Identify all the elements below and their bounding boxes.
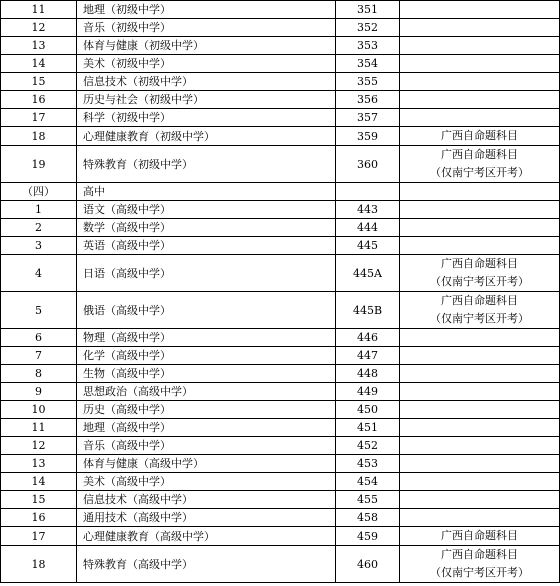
remark-cell — [400, 127, 560, 146]
table-row — [1, 347, 560, 365]
row-number-cell: 2 — [1, 219, 77, 237]
remark-line: 广西自命题科目 — [441, 257, 518, 270]
subject-code-cell: 351 — [336, 1, 400, 19]
row-number-cell: 19 — [1, 146, 77, 183]
row-number-cell: 17 — [1, 527, 77, 546]
remark-cell — [400, 73, 560, 91]
subject-name-cell: 心理健康教育（高级中学） — [77, 527, 336, 546]
subject-name-cell: 特殊教育（高级中学） — [77, 546, 336, 583]
subject-code-cell: 355 — [336, 73, 400, 91]
table-row — [1, 491, 560, 509]
subject-code-cell: 446 — [336, 329, 400, 347]
remark-cell — [400, 255, 560, 292]
subject-name-cell: 俄语（高级中学） — [77, 292, 336, 329]
subject-code-cell: 452 — [336, 437, 400, 455]
subject-name-cell: 信息技术（高级中学） — [77, 491, 336, 509]
subject-name-cell: 数学（高级中学） — [77, 219, 336, 237]
row-number-cell: 15 — [1, 491, 77, 509]
subject-code-cell: 359 — [336, 127, 400, 146]
subject-name-cell: 历史（高级中学） — [77, 401, 336, 419]
remark-line: 广西自命题科目 — [441, 294, 518, 307]
table-row — [1, 1, 560, 19]
row-number-cell: 13 — [1, 455, 77, 473]
table-row — [1, 183, 560, 201]
table-row — [1, 546, 560, 583]
subject-name-cell: 体育与健康（高级中学） — [77, 455, 336, 473]
row-number-cell: 16 — [1, 509, 77, 527]
remark-cell — [400, 401, 560, 419]
subject-code-cell: 455 — [336, 491, 400, 509]
table-row — [1, 146, 560, 183]
subject-name-cell: 地理（高级中学） — [77, 419, 336, 437]
table-row — [1, 201, 560, 219]
row-number-cell: 7 — [1, 347, 77, 365]
subject-code-cell: 448 — [336, 365, 400, 383]
table-row — [1, 329, 560, 347]
subject-code-cell: 445A — [336, 255, 400, 292]
subject-name-cell: 英语（高级中学） — [77, 237, 336, 255]
subject-name-cell: 音乐（初级中学） — [77, 19, 336, 37]
remark-cell — [400, 383, 560, 401]
table-row — [1, 473, 560, 491]
subject-code-cell: 354 — [336, 55, 400, 73]
subject-code-cell: 352 — [336, 19, 400, 37]
remark-cell — [400, 91, 560, 109]
table-row — [1, 237, 560, 255]
subject-table-body — [1, 1, 560, 583]
subject-code-cell — [336, 183, 400, 201]
subject-name-cell: 体育与健康（初级中学） — [77, 37, 336, 55]
remark-cell — [400, 473, 560, 491]
remark-cell — [400, 509, 560, 527]
table-row — [1, 109, 560, 127]
subject-name-cell: 音乐（高级中学） — [77, 437, 336, 455]
table-row — [1, 73, 560, 91]
row-number-cell: 10 — [1, 401, 77, 419]
subject-code-cell: 353 — [336, 37, 400, 55]
subject-code-cell: 458 — [336, 509, 400, 527]
table-row — [1, 219, 560, 237]
row-number-cell: 18 — [1, 127, 77, 146]
remark-line: （仅南宁考区开考） — [430, 275, 529, 288]
row-number-cell: 11 — [1, 419, 77, 437]
subject-code-cell: 357 — [336, 109, 400, 127]
subject-name-cell: 美术（高级中学） — [77, 473, 336, 491]
row-number-cell: 17 — [1, 109, 77, 127]
table-row — [1, 55, 560, 73]
subject-name-cell: 语文（高级中学） — [77, 201, 336, 219]
remark-cell — [400, 347, 560, 365]
table-row — [1, 383, 560, 401]
row-number-cell: 18 — [1, 546, 77, 583]
remark-cell — [400, 19, 560, 37]
subject-code-cell: 454 — [336, 473, 400, 491]
remark-cell — [400, 491, 560, 509]
subject-name-cell: 高中 — [77, 183, 336, 201]
table-row — [1, 401, 560, 419]
remark-line: （仅南宁考区开考） — [430, 312, 529, 325]
subject-code-cell: 360 — [336, 146, 400, 183]
row-number-cell: 12 — [1, 19, 77, 37]
subject-name-cell: 物理（高级中学） — [77, 329, 336, 347]
row-number-cell: 5 — [1, 292, 77, 329]
row-number-cell: 6 — [1, 329, 77, 347]
subject-code-cell: 356 — [336, 91, 400, 109]
row-number-cell: 4 — [1, 255, 77, 292]
table-row — [1, 127, 560, 146]
subject-name-cell: 地理（初级中学） — [77, 1, 336, 19]
row-number-cell: （四） — [1, 183, 77, 201]
subject-code-cell: 450 — [336, 401, 400, 419]
subject-name-cell: 通用技术（高级中学） — [77, 509, 336, 527]
remark-cell — [400, 1, 560, 19]
row-number-cell: 9 — [1, 383, 77, 401]
remark-line: 广西自命题科目 — [441, 129, 518, 142]
remark-cell — [400, 37, 560, 55]
table-row — [1, 255, 560, 292]
remark-cell — [400, 455, 560, 473]
remark-cell — [400, 329, 560, 347]
row-number-cell: 11 — [1, 1, 77, 19]
subject-name-cell: 心理健康教育（初级中学） — [77, 127, 336, 146]
subject-code-cell: 444 — [336, 219, 400, 237]
table-row — [1, 419, 560, 437]
subject-code-cell: 460 — [336, 546, 400, 583]
subject-code-cell: 447 — [336, 347, 400, 365]
subject-name-cell: 生物（高级中学） — [77, 365, 336, 383]
remark-cell — [400, 527, 560, 546]
table-row — [1, 509, 560, 527]
row-number-cell: 8 — [1, 365, 77, 383]
subject-code-cell: 445B — [336, 292, 400, 329]
remark-cell — [400, 419, 560, 437]
remark-cell — [400, 437, 560, 455]
row-number-cell: 12 — [1, 437, 77, 455]
row-number-cell: 14 — [1, 473, 77, 491]
remark-line: 广西自命题科目 — [441, 529, 518, 542]
table-row — [1, 527, 560, 546]
remark-cell — [400, 365, 560, 383]
remark-cell — [400, 146, 560, 183]
table-row — [1, 292, 560, 329]
table-row — [1, 19, 560, 37]
remark-line: 广西自命题科目 — [441, 148, 518, 161]
subject-name-cell: 特殊教育（初级中学） — [77, 146, 336, 183]
remark-cell — [400, 292, 560, 329]
remark-cell — [400, 219, 560, 237]
table-row — [1, 37, 560, 55]
row-number-cell: 13 — [1, 37, 77, 55]
remark-line: （仅南宁考区开考） — [430, 566, 529, 579]
remark-cell — [400, 183, 560, 201]
table-row — [1, 455, 560, 473]
subject-name-cell: 化学（高级中学） — [77, 347, 336, 365]
subject-name-cell: 信息技术（初级中学） — [77, 73, 336, 91]
table-row — [1, 365, 560, 383]
remark-cell — [400, 55, 560, 73]
remark-cell — [400, 546, 560, 583]
subject-name-cell: 美术（初级中学） — [77, 55, 336, 73]
subject-name-cell: 日语（高级中学） — [77, 255, 336, 292]
subject-code-cell: 453 — [336, 455, 400, 473]
subject-code-cell: 445 — [336, 237, 400, 255]
table-row — [1, 437, 560, 455]
subject-name-cell: 历史与社会（初级中学） — [77, 91, 336, 109]
remark-cell — [400, 109, 560, 127]
subject-name-cell: 科学（初级中学） — [77, 109, 336, 127]
subject-code-cell: 459 — [336, 527, 400, 546]
row-number-cell: 14 — [1, 55, 77, 73]
remark-cell — [400, 237, 560, 255]
subject-code-cell: 449 — [336, 383, 400, 401]
subject-code-cell: 451 — [336, 419, 400, 437]
remark-cell — [400, 201, 560, 219]
row-number-cell: 3 — [1, 237, 77, 255]
subject-code-cell: 443 — [336, 201, 400, 219]
row-number-cell: 1 — [1, 201, 77, 219]
subject-name-cell: 思想政治（高级中学） — [77, 383, 336, 401]
remark-line: 广西自命题科目 — [441, 548, 518, 561]
table-row — [1, 91, 560, 109]
row-number-cell: 16 — [1, 91, 77, 109]
remark-line: （仅南宁考区开考） — [430, 166, 529, 179]
row-number-cell: 15 — [1, 73, 77, 91]
